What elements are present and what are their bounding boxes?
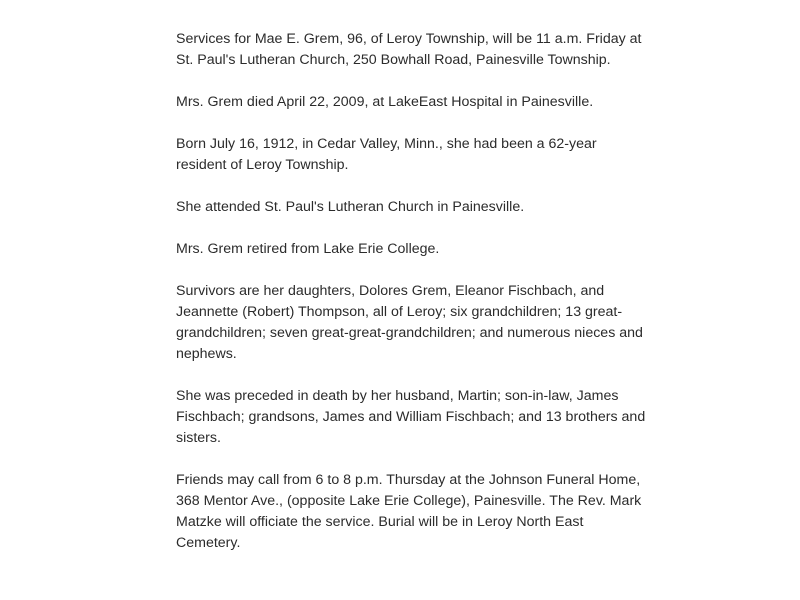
survivors-paragraph: Survivors are her daughters, Dolores Grem, Eleanor Fischbach, and Jeannette (Robert) Thompson, all of Leroy; six grandchildren; 13 great-grandchildren; seven great-great-grandchildren; and numerous nieces and nephews. xyxy=(176,283,643,362)
death-paragraph: Mrs. Grem died April 22, 2009, at LakeEast Hospital in Painesville. xyxy=(176,94,594,110)
career-paragraph: Mrs. Grem retired from Lake Erie College. xyxy=(176,241,440,257)
visitation-paragraph: Friends may call from 6 to 8 p.m. Thursday at the Johnson Funeral Home, 368 Mentor Ave., (opposite Lake Erie College), Painesville. The Rev. Mark Matzke will officiate the service. Burial will be in Leroy North East Cemetery. xyxy=(176,472,642,551)
services-paragraph: Services for Mae E. Grem, 96, of Leroy Township, will be 11 a.m. Friday at St. Paul's Lutheran Church, 250 Bowhall Road, Painesville Township. xyxy=(176,31,642,68)
birth-paragraph: Born July 16, 1912, in Cedar Valley, Minn., she had been a 62-year resident of Leroy Township. xyxy=(176,136,597,173)
preceded-paragraph: She was preceded in death by her husband, Martin; son-in-law, James Fischbach; grandsons, James and William Fischbach; and 13 brothers and sisters. xyxy=(176,388,646,446)
church-paragraph: She attended St. Paul's Lutheran Church in Painesville. xyxy=(176,199,525,215)
obituary-article xyxy=(176,29,646,554)
